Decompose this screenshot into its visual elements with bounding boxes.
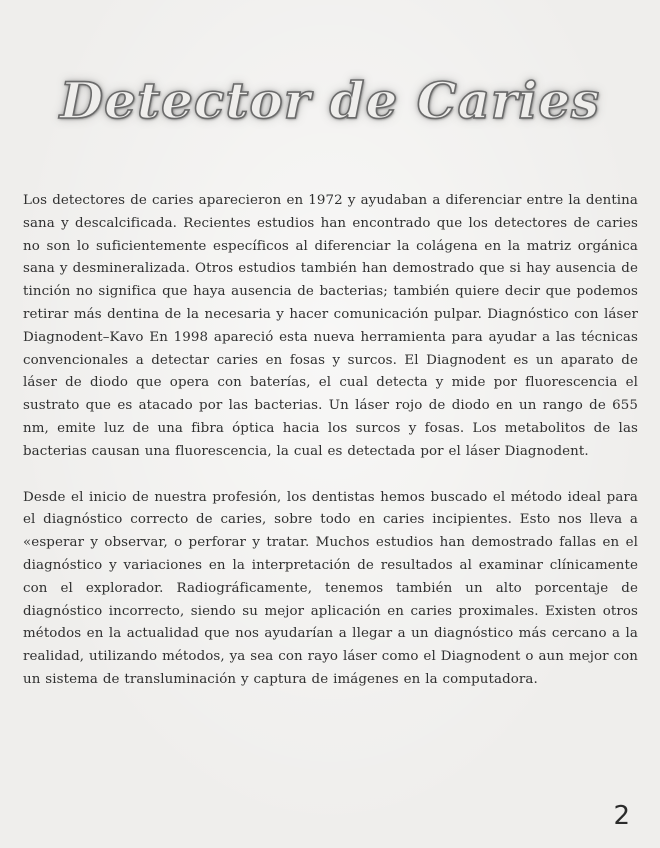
paragraph-2: Desde el inicio de nuestra profesión, los dentistas hemos buscado el método ideal para el diagnóstico correcto de caries, sobre todo en caries incipientes. Esto nos lleva a «esperar y observar, o perforar y tratar. Muchos estudios han demostrado fallas en el diagnóstico y variaciones en la interpretación de resultados al examinar clínicamente con el explorador. Radiográficamente, tenemos también un alto porcentaje de diagnóstico incorrecto, siendo su mejor aplicación en caries proximales. Existen otros métodos en la actualidad que nos ayudarían a llegar a un diagnóstico más cercano a la realidad, utilizando métodos, ya sea con rayo láser como el Diagnodent o aun mejor con un sistema de transluminación y captura de imágenes en la computadora. [23,489,638,687]
page-title: Detector de Caries [59,71,601,130]
body-text [23,190,638,692]
page-number: 2 [613,801,630,831]
paragraph-1: Los detectores de caries aparecieron en 1972 y ayudaban a diferenciar entre la dentina sana y descalcificada. Recientes estudios han encontrado que los detectores de caries no son lo suficientemente específicos al diferenciar la colágena en la matriz orgánica sana y desmineralizada. Otros estudios también han demostrado que si hay ausencia de tinción no significa que haya ausencia de bacterias; también quiere decir que podemos retirar más dentina de la necesaria y hacer comunicación pulpar. Diagnóstico con láser Diagnodent–Kavo En 1998 apareció esta nueva herramienta para ayudar a las técnicas convencionales a detectar caries en fosas y surcos. El Diagnodent es un aparato de láser de diodo que opera con baterías, el cual detecta y mide por fluorescencia el sustrato que es atacado por las bacterias. Un láser rojo de diodo en un rango de 655 nm, emite luz de una fibra óptica hacia los surcos y fosas. Los metabolitos de las bacterias causan una fluorescencia, la cual es detectada por el láser Diagnodent. [23,193,638,459]
